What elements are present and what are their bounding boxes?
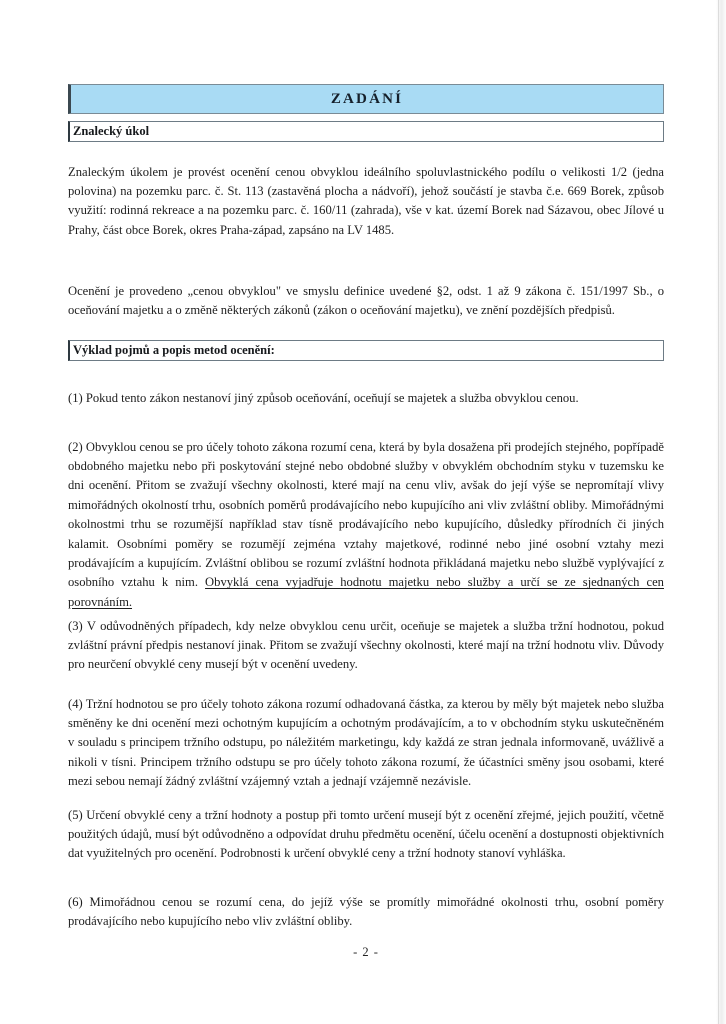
document-title-banner (68, 84, 664, 114)
paragraph-statute-2-underlined-text: Obvyklá cena vyjadřuje hodnotu majetku nebo služby a určí se ze sjednaných cen porovnáním. (68, 575, 664, 609)
page-title: ZADÁNÍ (330, 90, 404, 107)
document-page (68, 0, 664, 1024)
section-heading-label: Výklad pojmů a popis metod ocenění: (73, 343, 275, 357)
scan-page-edge-line (718, 0, 719, 1024)
paragraph-oceneni-zaklad: Ocenění je provedeno „cenou obvyklou" ve smyslu definice uvedené §2, odst. 1 až 9 zákona č. 151/1997 Sb., o oceňování majetku a o změně některých zákonů (zákon o oceňování majetku), ve znění pozdějších předpisů. (68, 283, 664, 317)
section-heading-vyklad-pojmu (68, 340, 664, 361)
paragraph-statute-5: (5) Určení obvyklé ceny a tržní hodnoty a postup při tomto určení musejí být z ocenění zřejmé, jejich použití, včetně použitých údajů, musí být odůvodněno a odpovídat druhu předmětu ocenění, účelu ocenění a dostupnosti objektivních dat využitelných pro ocenění. Podrobnosti k určení obvyklé ceny a tržní hodnoty stanoví vyhláška. (68, 807, 664, 861)
paragraph-statute-1: (1) Pokud tento zákon nestanoví jiný způsob oceňování, oceňují se majetek a služba obvyklou cenou. (68, 390, 579, 405)
paragraph-statute-3: (3) V odůvodněných případech, kdy nelze obvyklou cenu určit, oceňuje se majetek a služba tržní hodnotou, pokud zvláštní právní předpis nestanoví jinak. Přitom se zvažují všechny okolnosti, které mají na tržní hodnotu vliv. Důvody pro neurčení obvyklé ceny musejí být v ocenění uvedeny. (68, 618, 664, 672)
scan-page-edge (716, 0, 726, 1024)
paragraph-znalecky-ukol: Znaleckým úkolem je provést ocenění cenou obvyklou ideálního spoluvlastnického podílu o velikosti 1/2 (jedna polovina) na pozemku parc. č. St. 113 (zastavěná plocha a nádvoří), jehož součástí je stavba č.e. 669 Borek, způsob využití: rodinná rekreace a na pozemku parc. č. 160/11 (zahrada), vše v kat. území Borek nad Sázavou, obec Jílové u Prahy, část obce Borek, okres Praha-západ, zapsáno na LV 1485. (68, 164, 664, 237)
paragraph-statute-2 (68, 438, 664, 613)
paragraph-statute-6: (6) Mimořádnou cenou se rozumí cena, do jejíž výše se promítly mimořádné okolnosti trhu, osobní poměry prodávajícího nebo kupujícího nebo vliv zvláštní obliby. (68, 894, 664, 928)
paragraph-statute-4: (4) Tržní hodnotou se pro účely tohoto zákona rozumí odhadovaná částka, za kterou by měly být majetek nebo služba směněny ke dni ocenění mezi ochotným kupujícím a ochotným prodávajícím, a to v obchodním styku uskutečněném v souladu s principem tržního odstupu, po náležitém marketingu, kdy každá ze stran jednala informovaně, uvážlivě a nikoli v tísni. Principem tržního odstupu se pro účely tohoto zákona rozumí, že účastníci směny jsou osobami, které mezi sebou nemají žádný zvláštní vzájemný vztah a jednají vzájemně nezávisle. (68, 696, 664, 789)
page-number-footer: - 2 - (353, 945, 379, 959)
section-heading-znalecky-ukol (68, 121, 664, 142)
section-heading-label: Znalecký úkol (73, 124, 150, 138)
paragraph-statute-2-text: (2) Obvyklou cenou se pro účely tohoto zákona rozumí cena, která by byla dosažena při prodejích stejného, popřípadě obdobného majetku nebo při poskytování stejné nebo obdobné služby v obvyklém obchodním styku v tuzemsku ke dni ocenění. Přitom se zvažují všechny okolnosti, které mají na cenu vliv, avšak do její výše se nepromítají vlivy mimořádných okolností trhu, osobních poměrů prodávajícího nebo kupujícího ani vliv zvláštní obliby. Mimořádnými okolnostmi trhu se rozumější například stav tísně prodávajícího nebo kupujícího, důsledky přírodních či jiných kalamit. Osobními poměry se rozumějí zejména vztahy majetkové, rodinné nebo jiné osobní vztahy mezi prodávajícím a kupujícím. Zvláštní oblibou se rozumí zvláštní hodnota přikládaná majetku nebo službě vyplývající z osobního vztahu k nim. (68, 439, 664, 590)
